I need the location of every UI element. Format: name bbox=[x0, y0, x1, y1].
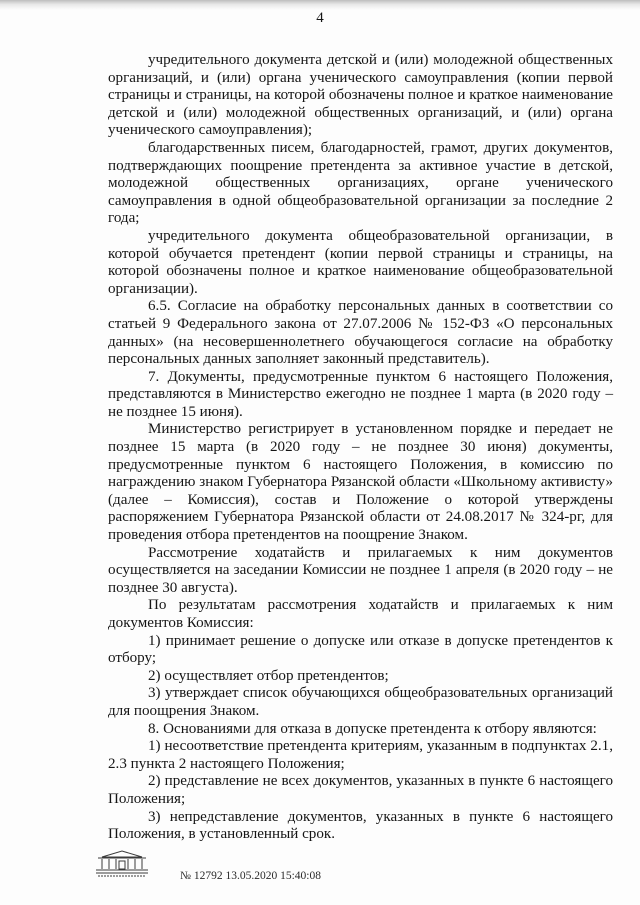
paragraph: 2) представление не всех документов, указанных в пункте 6 настоящего Положения; bbox=[108, 773, 613, 807]
paragraph: учредительного документа общеобразовательной организации, в которой обучается претендент (копии первой страницы и страницы, на которой обозначены полное и краткое наименование общеобразовательной организации). bbox=[108, 227, 613, 297]
paragraph: учредительного документа детской и (или) молодежной общественных организаций, и (или) органа ученического самоуправления (копии первой страницы и страницы, на которой обозначены полное и краткое наименование детской и (или) молодежной общественных организаций, и (или) органа ученического самоуправления); bbox=[108, 52, 613, 139]
paragraph: 3) непредставление документов, указанных в пункте 6 настоящего Положения, в установленный срок. bbox=[108, 808, 613, 843]
paragraph: 1) принимает решение о допуске или отказе в допуске претендентов к отбору; bbox=[108, 632, 613, 667]
paragraph: Рассмотрение ходатайств и прилагаемых к ним документов осуществляется на заседании Комиссии не позднее 1 апреля (в 2020 году – не позднее 30 августа). bbox=[108, 544, 613, 596]
paragraph: Министерство регистрирует в установленном порядке и передает не позднее 15 марта (в 2020 году – не позднее 30 июня) документы, предусмотренные пунктом 6 настоящего Положения, в комиссию по награждению знаком Губернатора Рязанской области «Школьному активисту» (далее – Комиссия), состав и Положение о которой утверждены распоряжением Губернатора Рязанской области от 24.08.2017 № 324-рг, для проведения отбора претендентов на поощрение Знаком. bbox=[108, 421, 613, 544]
paragraph: 8. Основаниями для отказа в допуске претендента к отбору являются: bbox=[148, 720, 597, 737]
paragraph: По результатам рассмотрения ходатайств и прилагаемых к ним документов Комиссия: bbox=[108, 597, 613, 631]
paragraph: благодарственных писем, благодарностей, грамот, других документов, подтверждающих поощрение претендента за активное участие в детской, молодежной общественных организациях, органе ученического самоуправления в одной общеобразовательной организации за последние 2 года; bbox=[108, 139, 613, 227]
registration-stamp: № 12792 13.05.2020 15:40:08 bbox=[180, 870, 321, 882]
document-body bbox=[108, 52, 613, 844]
scan-top-shadow bbox=[0, 0, 640, 10]
paragraph: 6.5. Согласие на обработку персональных данных в соответствии со статьей 9 Федерального закона от 27.07.2006 № 152-ФЗ «О персональных данных» (на несовершеннолетнего обучающегося согласие на обработку персональных данных заполняет законный представитель). bbox=[108, 298, 613, 368]
government-building-icon bbox=[92, 848, 152, 878]
paragraph: 3) утверждает список обучающихся общеобразовательных организаций для поощрения Знаком. bbox=[108, 685, 613, 719]
page-number: 4 bbox=[316, 10, 324, 26]
paragraph: 2) осуществляет отбор претендентов; bbox=[148, 667, 389, 684]
paragraph: 7. Документы, предусмотренные пунктом 6 настоящего Положения, представляются в Министерство ежегодно не позднее 1 марта (в 2020 году – не позднее 15 июня). bbox=[108, 368, 613, 420]
paragraph: 1) несоответствие претендента критериям, указанным в подпунктах 2.1, 2.3 пункта 2 настоящего Положения; bbox=[108, 738, 613, 772]
